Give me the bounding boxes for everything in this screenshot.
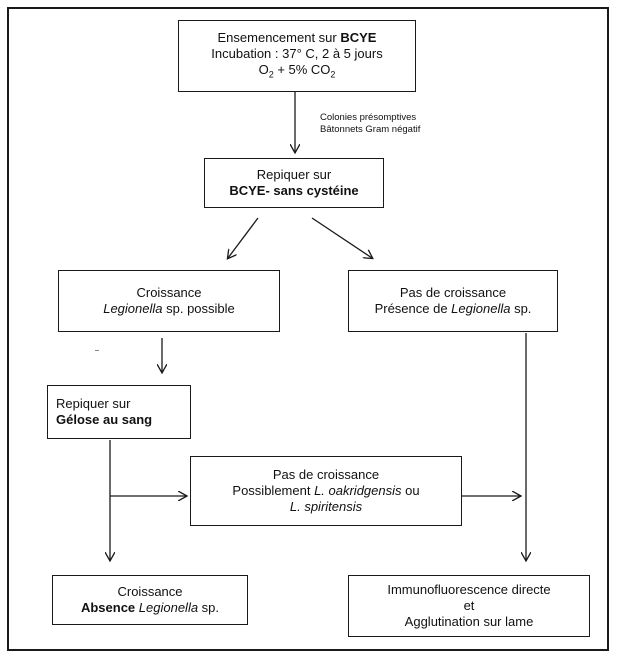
box-croissance-absence: [52, 575, 248, 625]
note-line1: Colonies présomptives: [320, 112, 417, 123]
box4-line2-a: Présence de: [374, 301, 452, 316]
box1-line1-bold: BCYE: [340, 29, 377, 45]
box7-line2-italic: Legionella: [138, 600, 199, 615]
box8-line2: et: [463, 598, 475, 613]
box-croissance-possible: [58, 270, 280, 332]
box4-line2-italic: Legionella: [451, 301, 511, 316]
box1-line3-b: + 5% CO: [273, 61, 331, 77]
box1-line1: Ensemencement sur: [217, 29, 341, 45]
box8-line3: Agglutination sur lame: [404, 614, 534, 629]
box1-line2: Incubation : 37° C, 2 à 5 jours: [211, 45, 383, 61]
box3-line2-italic: Legionella: [103, 301, 163, 316]
box-pas-de-croissance-possiblement: [190, 456, 462, 526]
box3-line2-rest: sp. possible: [162, 301, 235, 316]
colonies-note: [320, 112, 420, 136]
box6-line1: Pas de croissance: [272, 467, 380, 482]
box-pas-de-croissance-presence: [348, 270, 558, 332]
box6-line3-italic: L. spiritensis: [289, 499, 363, 514]
box-immunofluorescence: [348, 575, 590, 637]
stray-mark: [95, 350, 99, 351]
box4-line1: Pas de croissance: [399, 285, 507, 300]
arrow-box2-to-box3: [228, 218, 258, 258]
box1-line3-sub2: 2: [330, 69, 336, 80]
box7-line2-rest: sp.: [198, 600, 220, 615]
box-repiquer-bcye: [204, 158, 384, 208]
box1-line3-sub1: 2: [268, 69, 274, 80]
note-line2: Bâtonnets Gram négatif: [320, 124, 421, 135]
box3-line1: Croissance: [136, 285, 202, 300]
box-repiquer-gelose: [47, 385, 191, 439]
arrow-box2-to-box4: [312, 218, 372, 258]
box1-line3-a: O: [258, 61, 269, 77]
box6-line2-a: Possiblement: [232, 483, 315, 498]
box5-line2: Gélose au sang: [56, 412, 153, 427]
box8-line1: Immunofluorescence directe: [387, 582, 551, 597]
box4-line2-b: sp.: [510, 301, 532, 316]
box6-line2-italic: L. oakridgensis: [314, 483, 402, 498]
box-ensemencement: [178, 20, 416, 92]
box7-line1: Croissance: [117, 584, 183, 599]
box6-line2-b: ou: [401, 483, 420, 498]
box2-line1: Repiquer sur: [256, 167, 332, 182]
box2-line2: BCYE- sans cystéine: [229, 183, 359, 198]
box7-line2-bold: Absence: [80, 600, 139, 615]
box5-line1: Repiquer sur: [56, 396, 131, 411]
